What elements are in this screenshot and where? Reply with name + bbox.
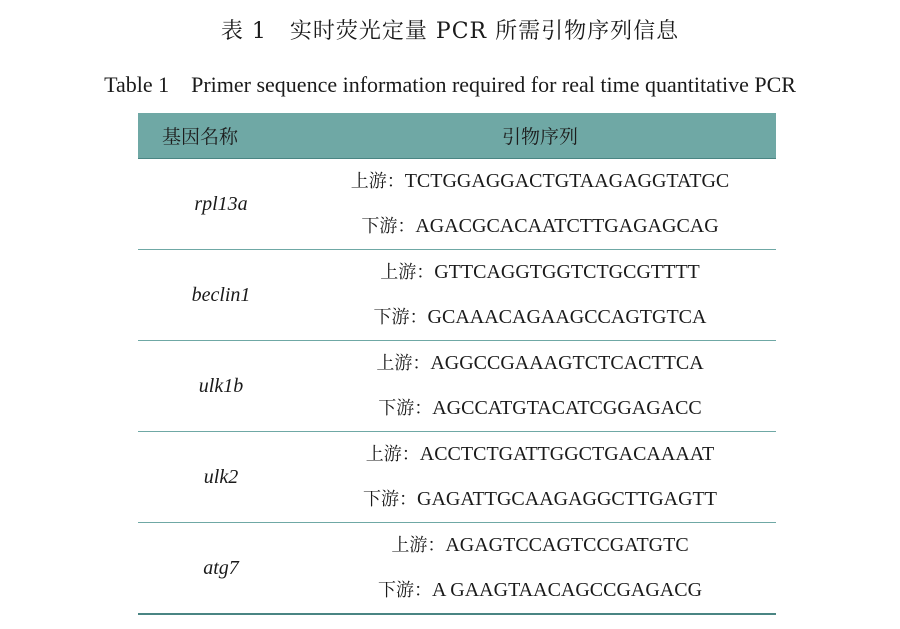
forward-sequence: ACCTCTGATTGGCTGACAAAAT (419, 443, 715, 465)
forward-label: 上游： (380, 262, 435, 283)
reverse-sequence: A GAAGTAACAGCCGAGACG (431, 579, 703, 601)
forward-primer (304, 250, 776, 295)
primer-cell (304, 250, 776, 341)
reverse-sequence: AGCCATGTACATCGGAGACC (432, 397, 702, 419)
forward-sequence: AGGCCGAAAGTCTCACTTCA (430, 352, 704, 374)
gene-name: rpl13a (138, 159, 304, 250)
table-row (138, 432, 776, 523)
gene-name: ulk2 (138, 432, 304, 523)
forward-label: 上游： (391, 535, 446, 556)
gene-name: ulk1b (138, 341, 304, 432)
primer-cell (304, 432, 776, 523)
gene-name: beclin1 (138, 250, 304, 341)
reverse-primer (304, 204, 776, 249)
table-row (138, 250, 776, 341)
gene-name: atg7 (138, 523, 304, 615)
table-row (138, 341, 776, 432)
reverse-primer (304, 568, 776, 613)
reverse-label: 下游： (378, 398, 433, 419)
reverse-label: 下游： (377, 580, 432, 601)
forward-label: 上游： (350, 171, 405, 192)
forward-label: 上游： (376, 353, 431, 374)
forward-sequence: TCTGGAGGACTGTAAGAGGTATGC (404, 170, 730, 192)
forward-primer (304, 159, 776, 204)
primer-cell (304, 341, 776, 432)
primer-cell (304, 159, 776, 250)
reverse-primer (304, 295, 776, 340)
table-row (138, 159, 776, 250)
header-primer-sequence: 引物序列 (304, 113, 776, 159)
forward-sequence: GTTCAGGTGGTCTGCGTTTT (434, 261, 700, 283)
reverse-primer (304, 386, 776, 431)
reverse-sequence: GAGATTGCAAGAGGCTTGAGTT (417, 488, 717, 510)
reverse-sequence: GCAAACAGAAGCCAGTGTCA (427, 306, 707, 328)
table-caption-cn: 表 1 实时荧光定量 PCR 所需引物序列信息 (220, 19, 680, 44)
forward-primer (304, 523, 776, 568)
reverse-label: 下游： (361, 216, 416, 237)
table-caption-en: Table 1 Primer sequence information required for real time quantitative PCR (104, 72, 796, 97)
forward-label: 上游： (365, 444, 420, 465)
reverse-label: 下游： (373, 307, 428, 328)
table-header-row (138, 113, 776, 159)
header-gene-name: 基因名称 (138, 113, 304, 159)
reverse-primer (304, 477, 776, 522)
forward-sequence: AGAGTCCAGTCCGATGTC (445, 534, 689, 556)
forward-primer (304, 341, 776, 386)
reverse-label: 下游： (363, 489, 417, 510)
primer-cell (304, 523, 776, 615)
reverse-sequence: AGACGCACAATCTTGAGAGCAG (415, 215, 719, 237)
primer-table (138, 113, 776, 615)
table-row (138, 523, 776, 615)
forward-primer (304, 432, 776, 477)
